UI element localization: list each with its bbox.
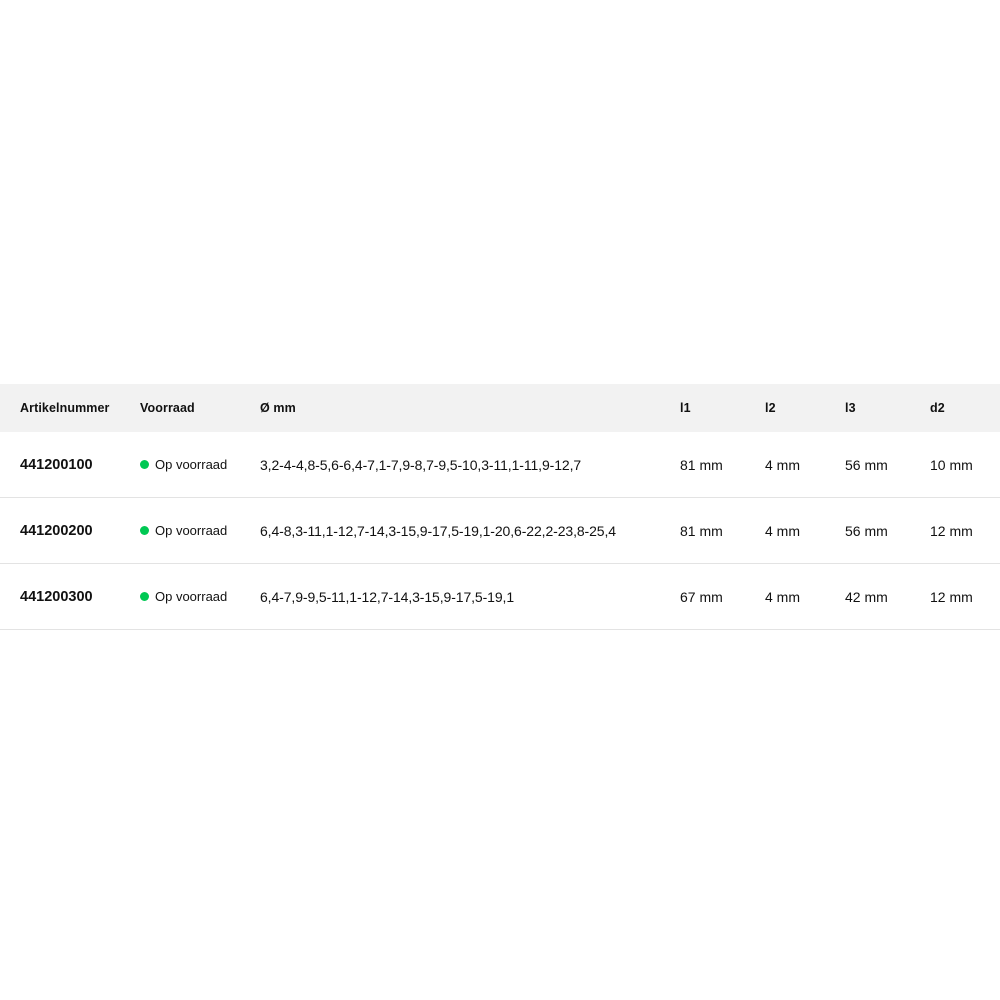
diameter-value: 6,4-7,9-9,5-11,1-12,7-14,3-15,9-17,5-19,1 xyxy=(260,588,515,605)
column-header-l1: l1 xyxy=(680,401,691,415)
cell-l1: 67 mm xyxy=(680,564,765,630)
status-badge xyxy=(140,457,260,472)
cell-artikelnummer xyxy=(0,564,140,630)
cell-l3: 56 mm xyxy=(845,432,930,498)
cell-l2: 4 mm xyxy=(765,564,845,630)
cell-l2: 4 mm xyxy=(765,432,845,498)
column-header-d2: d2 xyxy=(930,401,945,415)
stock-label: Op voorraad xyxy=(155,457,228,472)
column-header-l3: l3 xyxy=(845,401,856,415)
column-header-diameter: Ø mm xyxy=(260,401,296,415)
cell-d2: 12 mm xyxy=(930,498,1000,564)
column-header-l2: l2 xyxy=(765,401,776,415)
cell-diameter xyxy=(260,498,680,564)
table-header-row xyxy=(0,384,1000,432)
product-variants-table xyxy=(0,384,1000,630)
diameter-value: 3,2-4-4,8-5,6-6,4-7,1-7,9-8,7-9,5-10,3-11,1-11,9-12,7 xyxy=(260,456,582,473)
artikelnummer-value: 441200100 xyxy=(20,457,93,473)
diameter-value: 6,4-8,3-11,1-12,7-14,3-15,9-17,5-19,1-20,6-22,2-23,8-25,4 xyxy=(260,522,616,539)
cell-artikelnummer xyxy=(0,432,140,498)
table-row[interactable] xyxy=(0,432,1000,498)
cell-l3: 42 mm xyxy=(845,564,930,630)
table-body xyxy=(0,432,1000,630)
status-badge xyxy=(140,589,260,604)
cell-diameter xyxy=(260,432,680,498)
cell-l1: 81 mm xyxy=(680,432,765,498)
cell-l2: 4 mm xyxy=(765,498,845,564)
column-header-voorraad: Voorraad xyxy=(140,401,195,415)
cell-l3: 56 mm xyxy=(845,498,930,564)
cell-artikelnummer xyxy=(0,498,140,564)
cell-l1: 81 mm xyxy=(680,498,765,564)
column-header-artikelnummer: Artikelnummer xyxy=(20,401,110,415)
artikelnummer-value: 441200200 xyxy=(20,523,93,539)
cell-diameter xyxy=(260,564,680,630)
status-badge xyxy=(140,523,260,538)
table-row[interactable] xyxy=(0,498,1000,564)
cell-d2: 12 mm xyxy=(930,564,1000,630)
artikelnummer-value: 441200300 xyxy=(20,589,93,605)
stock-dot-icon xyxy=(140,592,149,601)
product-variants-table-container xyxy=(0,384,1000,630)
stock-label: Op voorraad xyxy=(155,589,228,604)
cell-d2: 10 mm xyxy=(930,432,1000,498)
table-row[interactable] xyxy=(0,564,1000,630)
table-header xyxy=(0,384,1000,432)
stock-dot-icon xyxy=(140,460,149,469)
stock-label: Op voorraad xyxy=(155,523,228,538)
cell-voorraad xyxy=(140,498,260,564)
cell-voorraad xyxy=(140,432,260,498)
cell-voorraad xyxy=(140,564,260,630)
stock-dot-icon xyxy=(140,526,149,535)
